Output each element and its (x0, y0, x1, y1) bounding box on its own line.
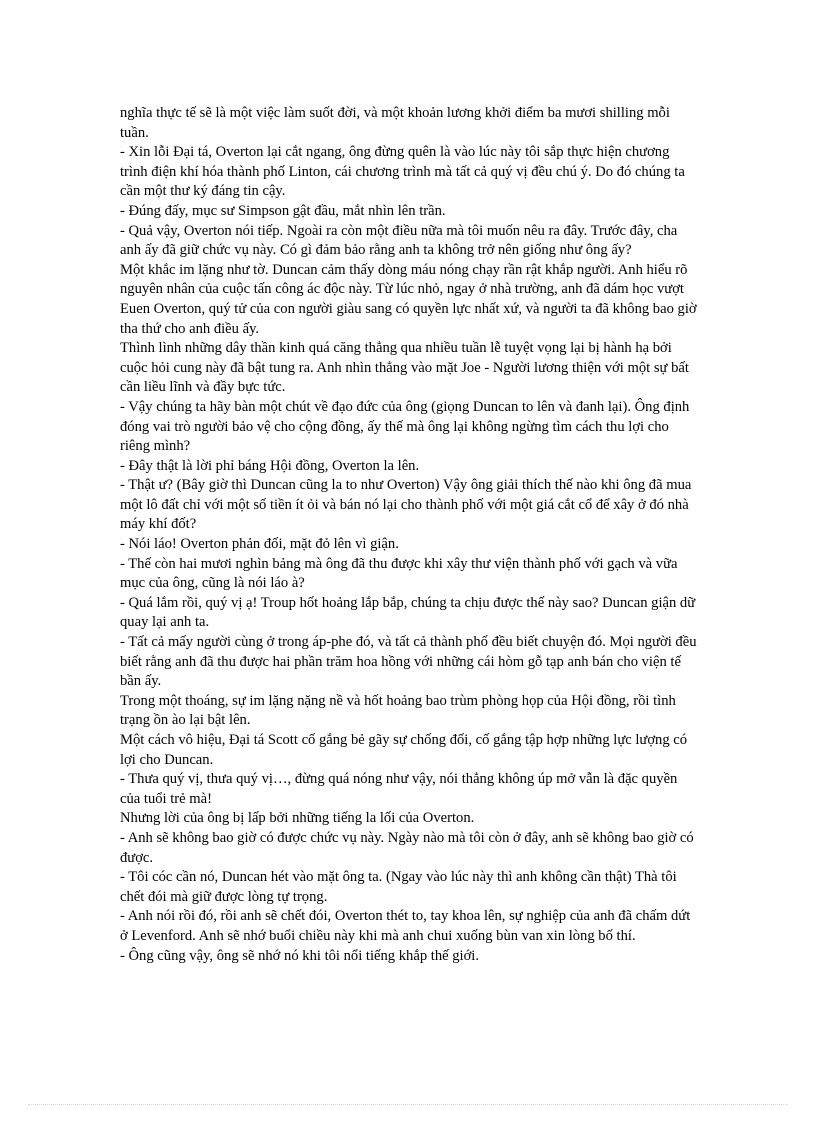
paragraph-16: - Thưa quý vị, thưa quý vị…, đừng quá nóng như vậy, nói thẳng không úp mở vẫn là đặc quyền của tuổi trẻ mà! (120, 771, 678, 807)
paragraph-1: nghĩa thực tế sẽ là một việc làm suốt đời, và một khoản lương khởi điểm ba mươi shilling mỗi tuần. (120, 105, 670, 141)
paragraph-3: - Đúng đấy, mục sư Simpson gật đầu, mắt nhìn lên trần. (120, 202, 446, 219)
paragraph-10: - Nói láo! Overton phản đối, mặt đỏ lên vì giận. (120, 536, 399, 553)
paragraph-5: Một khắc im lặng như tờ. Duncan cảm thấy dòng máu nóng chạy rần rật khắp người. Anh hiểu rõ nguyên nhân của cuộc tấn công ác độc này. Từ lúc nhỏ, ngay ở nhà trường, anh đã dám học vượt Euen Overton, quý tử của con người giàu sang có quyền lực nhất xứ, và người ta đã không bao giờ tha thứ cho anh điều ấy. (120, 261, 697, 337)
paragraph-20: - Anh nói rồi đó, rồi anh sẽ chết đói, Overton thét to, tay khoa lên, sự nghiệp của anh đã chấm dứt ở Levenford. Anh sẽ nhớ buổi chiều này khi mà anh chui xuống bùn van xin lòng bố thí. (120, 908, 691, 944)
paragraph-4: - Quả vậy, Overton nói tiếp. Ngoài ra còn một điều nữa mà tôi muốn nêu ra đây. Trước đây, cha anh ấy đã giữ chức vụ này. Có gì đảm bảo rằng anh ta không trở nên giống như ông ấy? (120, 222, 678, 259)
paragraph-2: - Xin lỗi Đại tá, Overton lại cắt ngang, ông đừng quên là vào lúc này tôi sắp thực hiện chương trình điện khí hóa thành phố Linton, cái chương trình mà tất cả quý vị đều chú ý. Do đó chúng ta cần một thư ký đáng tin cậy. (120, 144, 685, 200)
paragraph-12: - Quá lắm rồi, quý vị ạ! Troup hốt hoảng lắp bắp, chúng ta chịu được thế này sao? Duncan giận dữ quay lại anh ta. (120, 594, 696, 631)
footer-divider (28, 1104, 788, 1105)
paragraph-21: - Ông cũng vậy, ông sẽ nhớ nó khi tôi nổi tiếng khắp thế giới. (120, 947, 480, 964)
paragraph-15: Một cách vô hiệu, Đại tá Scott cố gắng bẻ gãy sự chống đối, cố gắng tập hợp những lực lượng có lợi cho Duncan. (120, 732, 688, 768)
paragraph-13: - Tất cả mấy người cùng ở trong áp-phe đó, và tất cả thành phố đều biết chuyện đó. Mọi người đều biết rằng anh đã thu được hai phần trăm hoa hồng với những cái hòm gỗ tạp anh bán cho viện tế bần ấy. (120, 634, 697, 690)
paragraph-17: Nhưng lời của ông bị lấp bởi những tiếng la lối của Overton. (120, 810, 475, 827)
paragraph-14: Trong một thoáng, sự im lặng nặng nề và hốt hoảng bao trùm phòng họp của Hội đồng, rồi tình trạng ồn ào lại bật lên. (120, 692, 676, 729)
paragraph-7: - Vậy chúng ta hãy bàn một chút về đạo đức của ông (giọng Duncan to lên và đanh lại). Ông định đóng vai trò người bảo vệ cho cộng đồng, ấy thế mà ông lại không ngừng tìm cách thu lợi cho riêng mình? (120, 398, 690, 455)
paragraph-19: - Tôi cóc cần nó, Duncan hét vào mặt ông ta. (Ngay vào lúc này thì anh không cần thật) Thà tôi chết đói mà giữ được lòng tự trọng. (120, 869, 677, 905)
paragraph-11: - Thế còn hai mươi nghìn bảng mà ông đã thu được khi xây thư viện thành phố với gạch và vữa mục của ông, cũng là nói láo à? (120, 555, 678, 592)
paragraph-6: Thình lình những dây thần kinh quá căng thẳng qua nhiều tuần lễ tuyệt vọng lại bị hành hạ bởi cuộc hỏi cung này đã bật tung ra. Anh nhìn thẳng vào mặt Joe - Người lương thiện với một sự bất cần liều lĩnh và đầy bực tức. (120, 340, 689, 396)
paragraph-18: - Anh sẽ không bao giờ có được chức vụ này. Ngày nào mà tôi còn ở đây, anh sẽ không bao giờ có được. (120, 829, 694, 866)
paragraph-9: - Thật ư? (Bây giờ thì Duncan cũng la to như Overton) Vậy ông giải thích thế nào khi ông đã mua một lô đất chỉ với một số tiền ít ỏi và bán nó lại cho thành phố với một giá cắt cổ để xây ở đó nhà máy khí đốt? (120, 477, 692, 533)
body-text (120, 104, 700, 966)
paragraph-8: - Đây thật là lời phỉ báng Hội đồng, Overton la lên. (120, 457, 420, 474)
